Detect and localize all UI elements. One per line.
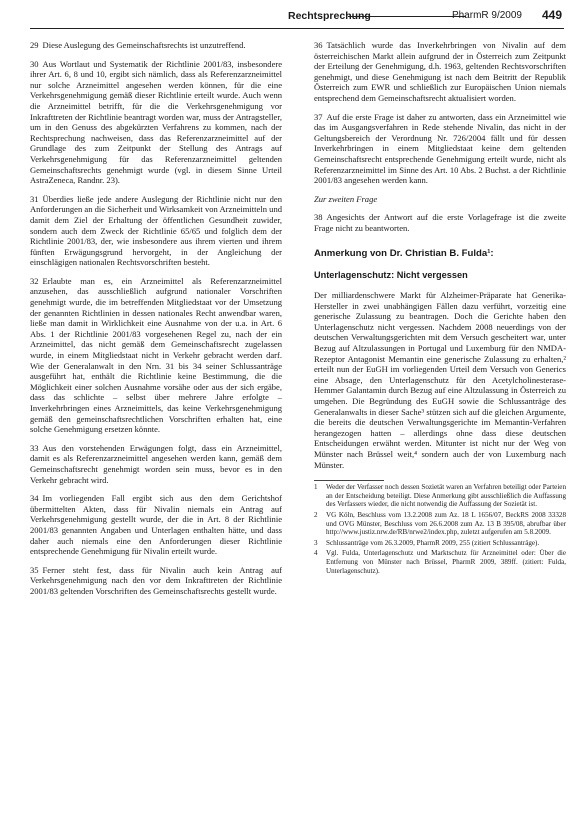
paragraph-36 <box>314 40 566 104</box>
left-column <box>30 40 282 605</box>
footnote-number: 1 <box>314 483 318 492</box>
paragraph-text: Im vorliegenden Fall ergibt sich aus den dem Gerichtshof übermittelten Akten, dass für Nivalin niemals ein Antrag auf Verkehrsgenehmigung gestellt wurde, der die in Art. 8 der Richtlinie 2001/83 genannten Angaben und Unterlagen enthalten hätte, und dass daher auch niemals eine den Anforderungen dieser Richtlinie entsprechende Genehmigung für Nivalin erteilt wurde. <box>30 493 282 557</box>
paragraph-number: 37 <box>314 111 323 122</box>
paragraph-38 <box>314 212 566 233</box>
paragraph-35 <box>30 565 282 597</box>
page-header <box>30 8 564 30</box>
paragraph-number: 33 <box>30 442 39 453</box>
footnotes <box>314 480 566 575</box>
paragraph-number: 34 <box>30 493 39 504</box>
paragraph-number: 32 <box>30 275 39 286</box>
paragraph-text: Aus Wortlaut und Systematik der Richtlinie 2001/83, insbesondere ihrer Art. 6, 8 und 10, ergibt sich nämlich, dass als Referenzarzneimittel nur solche Arzneimittel angesehen werden können, für die eine Verkehrsgenehmigung gemäß dieser Richtlinie erteilt wurde. Auch wenn die Arzneimittel betrifft, für die die Verkehrsgenehmigung vor Inkrafttreten der Richtlinie beantragt worden war, muss der Antragsteller, um in den Genuss des abgekürzten Verfahrens zu kommen, nach der Rechtsprechung nachweisen, dass das Referenzarzneimittel auf der Grundlage des zum Zeitpunkt der Stellung des Antrags auf Verkehrsgenehmigung für das Referenzarzneimittel geltenden Gemeinschaftsrechts genehmigt wurde (vgl. in diesem Sinne Urteil AstraZeneca, Randnr. 23). <box>30 58 282 186</box>
paragraph-text: Diese Auslegung des Gemeinschaftsrechts ist unzutreffend. <box>42 40 246 50</box>
paragraph-30 <box>30 59 282 186</box>
page-number: 449 <box>541 8 562 22</box>
paragraph-text: Angesichts der Antwort auf die erste Vorlagefrage ist die zweite Frage nicht zu beantworten. <box>314 212 566 233</box>
paragraph-31 <box>30 194 282 268</box>
footnote-number: 4 <box>314 549 318 558</box>
footnote-rule <box>314 480 384 481</box>
paragraph-number: 30 <box>30 58 39 69</box>
right-column <box>314 40 566 575</box>
footnote-number: 2 <box>314 510 318 519</box>
footnote <box>314 539 566 548</box>
subheading: Zur zweiten Frage <box>314 193 378 204</box>
paragraph-number: 35 <box>30 564 39 575</box>
paragraph-text: Erlaubte man es, ein Arzneimittel als Referenzarzneimittel anzusehen, das ausschließlich aufgrund nationaler Vorschriften genehmigt wurde, die im betreffenden Mitgliedstaat vor der Umsetzung der genannten Richtlinien in dessen nationales Recht anwendbar waren, ließe man damit in Wirklichkeit eine Ausnahme von der u.a. in Art. 6 Abs. 1 der Richtlinie 2001/83 vorgesehenen Regel zu, nach der ein Arzneimittel, das nicht gemäß dem Gemeinschaftsrecht zugelassen wurde, in einem Mitgliedstaat nicht in Verkehr gebracht werden darf. Wie der Generalanwalt in den Nrn. 31 bis 34 seiner Schlussanträge ausgeführt hat, enthält die Richtlinie keine Bestimmung, die die Möglichkeit einer solchen Ausnahme vorsähe oder aus der sich ergäbe, dass das schlichte – selbst über mehrere Jahre erfolgte – Inverkehrbringen eines Arzneimittels, das keine Verkehrsgenehmigung gemäß den gemeinschaftsrechtlichen Vorschriften erhalten hat, eine solche Genehmigung ersetzen könnte. <box>30 275 282 435</box>
header-divider <box>348 16 466 17</box>
footnote <box>314 511 566 537</box>
footnote-number: 3 <box>314 538 318 547</box>
header-rule <box>30 28 564 29</box>
paragraph-34 <box>30 493 282 557</box>
paragraph-number: 38 <box>314 212 323 223</box>
paragraph-37 <box>314 112 566 186</box>
footnote <box>314 483 566 509</box>
paragraph-number: 29 <box>30 40 39 50</box>
footnote-text: Vgl. Fulda, Unterlagenschutz und Marktschutz für Arzneimittel oder: Über die Entfernung von Münster nach Brüssel, PharmR 2009, 389ff. (zitiert: Fulda, Unterlagenschutz). <box>326 549 566 575</box>
annotation-text: Der milliardenschwere Markt für Alzheimer-Präparate hat Generika-Hersteller in zwei unabhängigen Fällen dazu verführt, vorzeitig eine generische Zulassung zu beantragen. Doch die Gerichte haben den Unterlagenschutz nicht vergessen. Nachdem 2008 neuerdings von der deutschen Verwaltungsgerichten mit dem Versuch gescheitert war, unter Bezug auf Altzulassungen in Portugal und Luxemburg für den NMDA-Rezeptor Antagonist Memantin eine generische Zulassung zu erhalten,² erteilt nun der EuGH im vorliegenden Urteil dem Versuch von Generics eine Absage, den Unterlagenschutz für den Acetylcholinesterase-Hemmer Galantamin durch Bezug auf eine Altzulassung in Österreich zu umgehen. Die Begründung des EuGH sowie die Schlussanträge des Generalanwalts in dieser Sache³ stützen sich auf die gleichen Argumente, die bereits die deutschen Verwaltungsgerichte im Memantin-Verfahren herangezogen hatten – allerdings ohne dass diese deutschen Entscheidungen erwähnt werden. Mitunter ist nicht nur der Weg von Münster nach Brüssel weit,⁴ sondern auch der von Luxemburg nach Münster. <box>314 290 566 470</box>
right-paragraphs <box>314 40 566 186</box>
paragraph-text: Überdies ließe jede andere Auslegung der Richtlinie nicht nur den Anforderungen an die Sicherheit und Wirksamkeit von Arzneimitteln und damit dem Ziel der Erhaltung der öffentlichen Gesundheit zuwider, sondern auch dem Zweck der Richtlinie 65/65 und folglich dem der Richtlinie 2001/83, der, wie insbesondere aus ihrem vierten und ihrem fünften Erwägungsgrund hervorgeht, in der Angleichung der einschlägigen nationalen Rechtsvorschriften besteht. <box>30 193 282 268</box>
annotation-subheading: Unterlagenschutz: Nicht vergessen <box>314 269 468 280</box>
section-title: Rechtsprechung <box>288 10 371 22</box>
paragraph-number: 31 <box>30 193 39 204</box>
footnote-text: Schlussanträge vom 26.3.2009, PharmR 2009, 255 (zitiert Schlussanträge). <box>326 538 540 547</box>
paragraph-text: Tatsächlich wurde das Inverkehrbringen von Nivalin auf dem österreichischen Markt allein aufgrund der in Österreich zum Zeitpunkt der Erteilung der Genehmigung, d.h. 1963, geltenden Rechtsvorschriften genehmigt, und diese Genehmigung ist nach dem Beitritt der Republik Österreich zum EWR und schließlich zur Europäischen Union niemals entsprechend dem Gemeinschaftsrecht aktualisiert worden. <box>314 40 566 103</box>
footnote-text: VG Köln, Beschluss vom 13.2.2008 zum Az. 18 L 1656/07, BeckRS 2008 33328 und OVG Münster, Beschluss vom 26.6.2008 zum Az. 13 B 395/08, abrufbar über http://www.justiz.nrw.de/RB/nrwe2/index.php, zuletzt aufgerufen am 5.8.2009. <box>326 510 566 537</box>
paragraph-number: 36 <box>314 40 323 50</box>
paragraph-29 <box>30 40 282 51</box>
paragraph-text: Aus den vorstehenden Erwägungen folgt, dass ein Arzneimittel, damit es als Referenzarzneimittel angesehen werden kann, gemäß dem Gemeinschaftsrecht genehmigt worden sein muss, bevor es in den Verkehr gebracht wird. <box>30 442 282 485</box>
footnote-list <box>314 483 566 575</box>
annotation-heading: Anmerkung von Dr. Christian B. Fulda¹: <box>314 247 494 259</box>
journal-issue: PharmR 9/2009 <box>451 10 522 21</box>
footnote-text: Weder der Verfasser noch dessen Sozietät waren an Verfahren beteiligt oder Parteien an der Entscheidung beteiligt. Diese Anmerkung gibt ausschließlich die Auffassung des Verfassers wieder, die nicht notwendig die Auffassung der Sozietät ist. <box>326 483 566 509</box>
paragraph-32 <box>30 276 282 435</box>
paragraph-text: Auf die erste Frage ist daher zu antworten, dass ein Arzneimittel wie das im Ausgangsverfahren in Rede stehende Nivalin, das nicht in der Geltungsbereich der Verordnung Nr. 726/2004 fällt und für dessen Inverkehrbringen in einem Mitgliedstaat keine dem geltenden Gemeinschaftsrecht entsprechende Genehmigung erteilt wurde, nicht als Referenzarzneimittel im Sinne des Art. 10 Abs. 2 Buchst. a der Richtlinie 2001/83 angesehen werden kann. <box>314 111 566 186</box>
paragraph-33 <box>30 443 282 485</box>
paragraph-text: Ferner steht fest, dass für Nivalin auch kein Antrag auf Verkehrsgenehmigung nach den vor dem Inkrafttreten der Richtlinie 2001/83 geltenden Vorschriften des Gemeinschaftsrechts gestellt wurde. <box>30 564 282 596</box>
footnote <box>314 549 566 575</box>
